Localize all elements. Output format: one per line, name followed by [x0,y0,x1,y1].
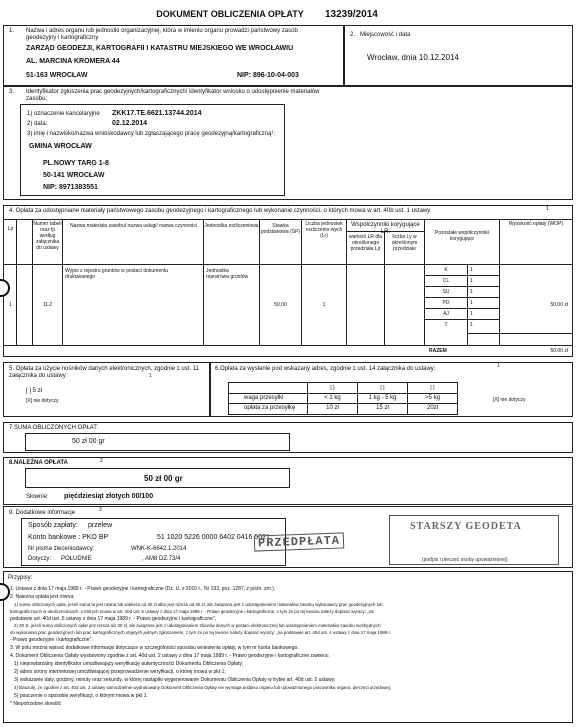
issue-date: Wrocław, dnia 10.12.2014 [367,53,459,62]
footnote-line: 5) pouczenie o sposobie weryfikacji, o którym mowa w pkt 1. [14,693,148,699]
coef-key: T [444,322,448,328]
document-title: DOKUMENT OBLICZENIA OPŁATY [156,9,304,19]
weight-row-label: waga przesyłki [244,395,284,401]
fee-words: pięćdziesiąt złotych 00/100 [64,493,154,500]
weight-1to5-checkbox: [ ] [380,385,385,391]
footnote-line: - Prawo geodezyjne i kartograficzne". [10,637,93,643]
weight-lt1: < 1 kg [324,395,341,401]
signature-stamp: STARSZY GEODETA [410,521,522,532]
footnote-line: 1) niepowtarzalny identyfikator umożliwiający weryfikację autentyczności Dokumentu Obliczenia Opłaty; [14,661,244,667]
section-3-label: Identyfikator zgłoszenia prac geodezyjnych/kartograficznych/ identyfikator wniosku o udostępnienie materiałów zasobu: [26,89,320,102]
coef-value: 1 [470,289,473,295]
signature-caption: (podpis i pieczęć osoby upoważnionej) [422,557,508,563]
section-7-label: 7.SUMA OBLICZONYCH OPŁAT: [9,425,98,431]
footnote-line: 1) sumie obliczonych opłat, jeżeli suma ta jest równa lub większa od 30 zł albo jest niższa od 30 zł, ale związana jest z udostępnieniem materiałów zasobu wykonawcy prac geodezyjnych lub [14,602,383,607]
footnotes-title: Przypisy: [8,575,33,581]
fee-due-box [25,468,290,488]
section-2-label: Miejscowość i data [360,32,411,38]
row-rate: 50.00 [274,302,287,308]
section-9-footnote: 3 [99,507,102,513]
fee-due-value: 50 zł 00 gr [144,474,183,483]
applicant-nip: NIP: 8971383551 [43,184,98,191]
section-6-label: 6.Opłata za wysłanie pod wskazany adres, zgodnie z ust. 14 załącznika do ustawy: [215,366,436,372]
section-fee-due [3,457,573,505]
coef-value: 1 [470,311,473,317]
footnote-line: 3. W polu można wpisać dodatkowe informacje dotyczące w szczególności sposobu wniesienia opłaty, w tym nr konta bankowego. [10,645,299,651]
coef-key: AJ [443,311,449,317]
bank-account: 51 1020 5226 0000 6402 0416 5021 [157,534,270,541]
signature-box [389,515,559,565]
section-fee-table [3,205,573,357]
ref-date-label: 2) data: [27,121,48,127]
ref-number-label: 1) oznaczenie kancelaryjne [27,111,100,117]
weight-gt5-checkbox: [ ] [430,385,435,391]
section-media-fee [3,362,210,417]
order-number-label: Nr pisma zleceniodawcy: [28,546,95,552]
col-other-header: Pozostałe współczynniki korygujące [435,230,489,242]
coef-key: PD [442,300,450,306]
media-option-5zl: [ ] 5 zł [26,388,43,394]
section-date [344,25,573,86]
section-5-label: 5. Opłata za użycie nośników danych elektronicznych, zgodnie z ust. 11 załącznika do ustawy [9,366,199,379]
footnote-line: 4) klauzulę, że zgodnie z art. 40d ust. 2 ustawy samodzielnie wydrukowany Dokument Obliczenia Opłaty nie wymaga podpisu organu lub upoważnionego pracownika organu; pieczęci urzędowej; [14,685,392,690]
section-6-footnote: 1 [497,363,500,369]
request-details [20,104,285,196]
footnote-line: podstawie art. 40d ust. 5 ustawy z dnia 17 maja 1989 r. - Prawo geodezyjne i kartograficzne", [10,616,217,622]
section-3-number: 3. [9,89,15,95]
total-label: RAZEM [429,348,447,354]
footnotes [3,571,573,723]
footnote-line: 2) adres strony internetowej umożliwiającej przeprowadzenie weryfikacji, o której mowa w pkt 1; [14,669,226,675]
section-4-label: 4. Opłata za udostępniane materiały państwowego zasobu geodezyjnego i kartograficznego lub wykonanie czynności, o których mowa w art. 40b ust. 1 ustawy [9,208,431,214]
concerns-plot: , AM8 DZ.73/4 [142,556,181,562]
applicant-street: PL.NOWY TARG 1-8 [43,160,109,167]
section-shipping-fee [210,362,573,417]
section-9-label: 9. Dodatkowe informacje [9,510,76,516]
row-unit: Jednostka rejestrowa gruntów [206,268,249,280]
fee-words-label: Słownie: [26,494,49,500]
coef-key: K [444,267,448,273]
section-5-footnote: 1 [149,373,152,379]
fee-sum-box [25,433,290,451]
applicant-name: GMINA WROCŁAW [29,143,92,150]
payment-method: przelew [88,522,113,529]
section-request [3,86,573,200]
col-table-number-header: Numer tabeli oraz lp według załącznika do ustawy [33,221,62,251]
issuer-name: ZARZĄD GEODEZJI, KARTOGRAFII I KATASTRU MIEJSKIEGO WE WROCŁAWIU [26,45,294,52]
coef-key: CL [442,278,450,284]
footnote-line: do wykonania prac geodezyjnych lub prac kartograficznych objętych jednym zgłoszeniem, z tym że po tej kwocie należy dopisać wyrazy: „na podstawie art. 40d ust. 4 ustawy z dnia 17 maja 1989 r. [10,630,391,635]
row-fee: 50.00 zł [550,302,568,308]
section-2-number: 2. [350,32,356,38]
footnote-line: 4. Dokument Obliczenia Opłaty wystawiony zgodnie z art. 40d ust. 2 ustawy z dnia 17 maja 1989 r. - Prawo geodezyjne i kartograficzne zawiera: [10,653,330,659]
coef-value: 1 [470,267,473,273]
issuer-city: 51-163 WROCŁAW [26,72,88,79]
row-name: Wypis z rejestru gruntów w postaci dokumentu drukowanego [65,268,169,280]
col-coef-a-header: wartość LR dla określonego przedziału Ljr [348,234,383,252]
weight-1to5: 1 kg - 5 kg [368,395,397,401]
ref-number-value: ZKK17.TE.6621.13744.2014 [112,110,202,117]
footnote-line: 1. Ustawa z dnia 17 maja 1989 r. - Prawo geodezyjne i kartograficzne (Dz. U. z 2010 r., Nr 193, poz. 1287, z późn. zm.). [10,586,276,592]
section-additional-info [3,506,573,568]
applicant-label: 3) imię i nazwisko/nazwa wnioskodawcy lub zgłaszającego pracę geodezyjną/kartograficzną¹: [27,131,276,137]
section-1-number: 1. [9,28,15,34]
ref-date-value: 02.12.2014 [112,120,148,127]
fee-sum-value: 50 zł 00 gr [72,438,105,445]
col-coef-header: Współczynniki korygujące LR: [351,222,420,235]
col-coef-b-header: liczba Ly w określonym przedziale [391,234,418,252]
prepayment-stamp: PRZEDPŁATA [254,532,345,551]
col-fee-header: Wysokość opłaty (WOP) [508,221,564,227]
shipping-not-applicable: [X] nie dotyczy [493,397,526,403]
concerns-label: Dotyczy: [28,556,52,562]
footnote-line: 3) wskazanie daty, godziny, minuty oraz sekundy, w której nastąpiło wygenerowanie Dokumentu Obliczenia Opłaty w trybie art. 40d ust. 2 ustawy; [14,677,336,683]
section-8-label: 8.NALEŻNA OPŁATA [9,460,68,466]
issuer-street: AL. MARCINA KROMERA 44 [26,58,120,65]
footnote-line: * Niepotrzebne skreślić [10,701,62,707]
section-issuer [3,25,344,86]
shipping-fee-row-label: opłata za przesyłkę [244,405,296,411]
payment-details [21,518,286,566]
coef-value: 1 [470,278,473,284]
row-table-number: 11.2 [42,302,53,308]
shipping-fee-gt5: 20zł [426,405,438,411]
row-count: 1 [322,302,326,308]
coef-value: 1 [470,322,473,328]
shipping-fee-1to5: 15 zł [376,405,389,411]
shipping-fee-lt1: 10 zł [326,405,339,411]
col-count-header: Liczba jednostek rozliczenio-wych (Lr) [305,221,343,239]
bank-account-label: Konto bankowe : PKO BP [28,534,109,541]
payment-method-label: Sposób zapłaty: [28,522,78,529]
row-lp: 1 [9,302,12,308]
col-lp-header: Lp [7,226,14,232]
applicant-city: 50-141 WROCŁAW [43,172,105,179]
document-number: 13239/2014 [325,9,378,20]
footnote-line: kartograficznych w okolicznościach, o których mowa w art. 40d ust. 5 ustawy z dnia 17 maja 1989 r. - Prawo geodezyjne i kartograficzne, z tym że po tej kwocie należy dopisać wyrazy: „na [10,609,374,614]
col-rate-header: Stawka podstawowa (SP) [260,223,301,235]
col-name-header: Nazwa materiału zasobu/ nazwa usługi/ nazwa czynności [69,223,197,229]
coef-key: SU [442,289,450,295]
section-1-label: Nazwa i adres organu lub jednostki organizacyjnej, która w imieniu organu prowadzi państwowy zasób geodezyjny i kartograficzny [26,28,298,41]
section-8-footnote: 2 [100,458,103,464]
coef-value: 1 [470,300,473,306]
footnote-line: 2) 30 zł, jeżeli suma obliczonych opłat jest niższa niż 30 zł, ale związana jest z udostępnianiem zbiorów danych w postaci elektronicznej lub udostępnianiem materiałów zasobu niezbędnych [14,623,381,628]
total-value: 50.00 zł [550,348,568,354]
col-unit-header: Jednostka rozliczeniowa [204,223,259,229]
shipping-table [228,382,458,415]
concerns-value: POŁUDNIE [61,556,92,562]
weight-gt5: >5 kg [425,395,440,401]
issuer-nip: NIP: 896-10-04-003 [237,72,299,79]
weight-lt1-checkbox: [ ] [330,385,335,391]
order-number: WNK-K-6642.1.2014 [131,546,187,552]
media-option-not-applicable: [X] nie dotyczy [26,398,59,404]
section-4-footnote: 1 [546,206,549,212]
footnote-line: 2. Należna opłata jest równa: [10,594,75,600]
section-fee-sum [3,422,573,453]
